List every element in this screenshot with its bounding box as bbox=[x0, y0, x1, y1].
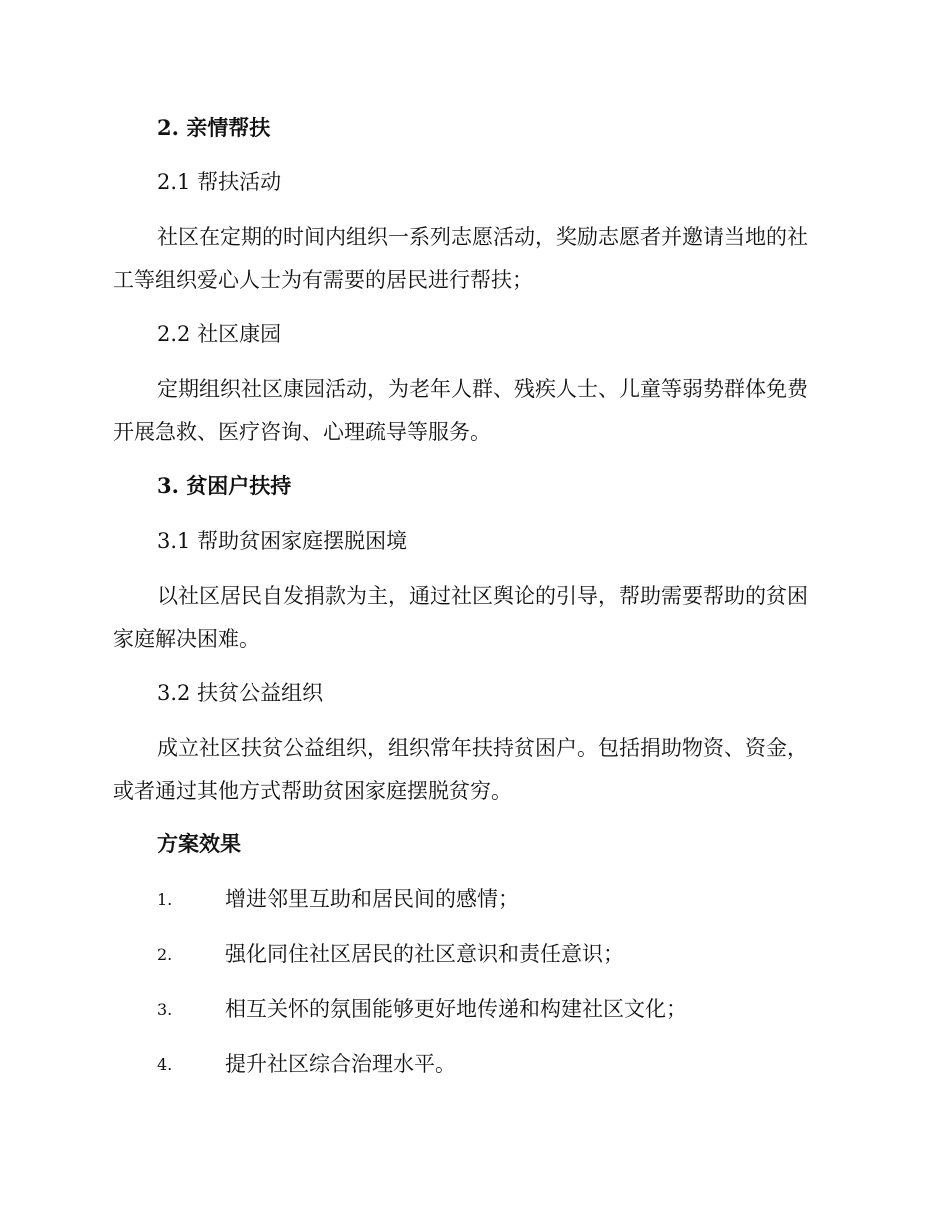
subsection-title-2-1: 2.1 帮扶活动 bbox=[157, 170, 282, 194]
paragraph-2-2-line1: 定期组织社区康园活动，为老年人群、残疾人士、儿童等弱势群体免费 bbox=[157, 377, 808, 401]
subsection-title-2-2: 2.2 社区康园 bbox=[157, 322, 282, 346]
paragraph-3-2-line2: 或者通过其他方式帮助贫困家庭摆脱贫穷。 bbox=[113, 779, 512, 803]
section-heading-3: 3. 贫困户扶持 bbox=[157, 473, 292, 498]
section-heading-effects: 方案效果 bbox=[157, 831, 241, 856]
subsection-title-3-1: 3.1 帮助贫困家庭摆脱困境 bbox=[157, 529, 408, 553]
list-item-number: 4. bbox=[157, 1055, 173, 1074]
paragraph-3-1-line1: 以社区居民自发捐款为主，通过社区舆论的引导，帮助需要帮助的贫困 bbox=[157, 584, 808, 608]
list-item-text: 提升社区综合治理水平。 bbox=[225, 1052, 456, 1076]
list-item-text: 强化同住社区居民的社区意识和责任意识； bbox=[225, 942, 624, 966]
list-item-text: 相互关怀的氛围能够更好地传递和构建社区文化； bbox=[225, 997, 687, 1021]
paragraph-3-1-line2: 家庭解决困难。 bbox=[113, 627, 260, 651]
section-heading-2: 2. 亲情帮扶 bbox=[157, 115, 271, 140]
list-item-number: 1. bbox=[157, 890, 173, 909]
list-item-number: 3. bbox=[157, 1000, 173, 1019]
paragraph-2-1-line1: 社区在定期的时间内组织一系列志愿活动，奖励志愿者并邀请当地的社 bbox=[157, 225, 808, 249]
paragraph-2-1-line2: 工等组织爱心人士为有需要的居民进行帮扶； bbox=[113, 268, 533, 292]
list-item-text: 增进邻里互助和居民间的感情； bbox=[225, 887, 519, 911]
paragraph-3-2-line1: 成立社区扶贫公益组织，组织常年扶持贫困户。包括捐助物资、资金， bbox=[157, 736, 808, 760]
paragraph-2-2-line2: 开展急救、医疗咨询、心理疏导等服务。 bbox=[113, 420, 491, 444]
list-item-number: 2. bbox=[157, 945, 173, 964]
subsection-title-3-2: 3.2 扶贫公益组织 bbox=[157, 681, 324, 705]
